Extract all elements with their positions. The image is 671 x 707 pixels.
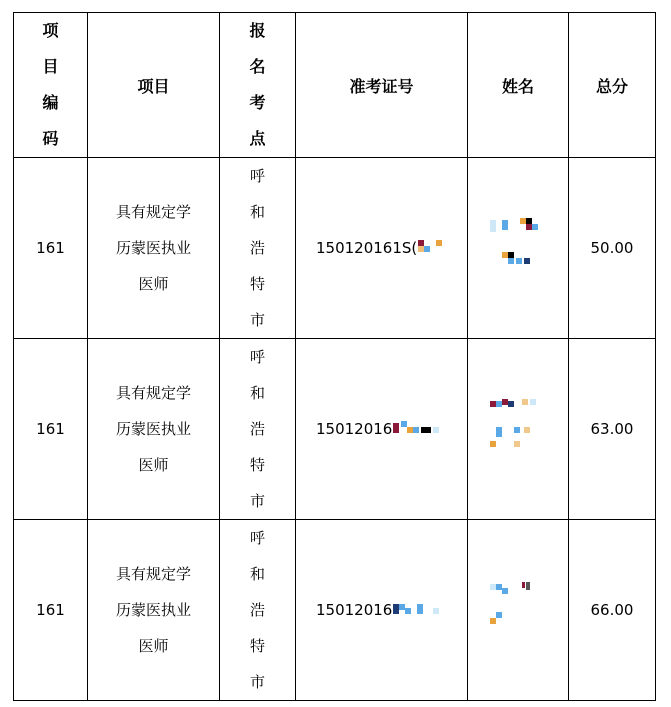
table-header-row: [14, 13, 656, 158]
cell-code: 161: [14, 339, 88, 520]
table-row: [14, 339, 656, 520]
cell-site-char: 特: [249, 456, 265, 474]
cell-site-char: 特: [249, 275, 265, 293]
cell-project-line: 医师: [138, 456, 169, 474]
cell-project-line: 具有规定学: [115, 565, 191, 583]
name-redaction-mosaic: [488, 397, 548, 457]
cell-site: [220, 158, 296, 339]
header-ticket: 准考证号: [296, 13, 468, 158]
cell-project-line: 具有规定学: [115, 203, 191, 221]
cell-project: [88, 339, 220, 520]
cell-site-char: 市: [249, 673, 265, 691]
cell-name: [468, 520, 569, 701]
header-score: 总分: [569, 13, 656, 158]
cell-ticket: [296, 158, 468, 339]
header-site-char: 报: [249, 21, 266, 40]
table-row: [14, 520, 656, 701]
ticket-prefix: 15012016: [316, 420, 393, 438]
ticket-redaction-mosaic: [393, 421, 443, 437]
header-code-char: 编: [42, 93, 59, 112]
cell-project-line: 历蒙医执业: [115, 420, 191, 438]
header-site-char: 名: [249, 57, 266, 76]
cell-site-char: 浩: [249, 601, 265, 619]
cell-project-line: 医师: [138, 275, 169, 293]
header-code-char: 目: [42, 57, 59, 76]
cell-site: [220, 520, 296, 701]
cell-site-char: 呼: [249, 348, 265, 366]
cell-site-char: 浩: [249, 239, 265, 257]
header-site-char: 点: [249, 129, 266, 148]
cell-site-char: 和: [249, 384, 265, 402]
cell-project-line: 具有规定学: [115, 384, 191, 402]
cell-project: [88, 520, 220, 701]
cell-site-char: 市: [249, 311, 265, 329]
header-code-char: 项: [42, 21, 59, 40]
name-redaction-mosaic: [488, 216, 548, 276]
table-row: [14, 158, 656, 339]
header-code: [14, 13, 88, 158]
cell-score: 66.00: [569, 520, 656, 701]
cell-site-char: 呼: [249, 167, 265, 185]
cell-ticket: [296, 339, 468, 520]
cell-name: [468, 158, 569, 339]
cell-project-line: 历蒙医执业: [115, 601, 191, 619]
header-site: [220, 13, 296, 158]
cell-site: [220, 339, 296, 520]
cell-ticket: [296, 520, 468, 701]
header-name: 姓名: [468, 13, 569, 158]
cell-site-char: 呼: [249, 529, 265, 547]
cell-site-char: 市: [249, 492, 265, 510]
cell-project-line: 历蒙医执业: [115, 239, 191, 257]
ticket-prefix: 15012016: [316, 601, 393, 619]
cell-project: [88, 158, 220, 339]
cell-code: 161: [14, 520, 88, 701]
ticket-prefix: 150120161S(: [316, 239, 418, 257]
cell-name: [468, 339, 569, 520]
cell-site-char: 特: [249, 637, 265, 655]
cell-site-char: 和: [249, 203, 265, 221]
cell-code: 161: [14, 158, 88, 339]
ticket-redaction-mosaic: [393, 602, 443, 618]
score-table: [13, 12, 656, 701]
cell-site-char: 浩: [249, 420, 265, 438]
cell-project-line: 医师: [138, 637, 169, 655]
header-code-char: 码: [42, 129, 59, 148]
ticket-redaction-mosaic: [418, 240, 454, 256]
header-project: 项目: [88, 13, 220, 158]
header-site-char: 考: [249, 93, 266, 112]
cell-score: 63.00: [569, 339, 656, 520]
name-redaction-mosaic: [488, 578, 548, 638]
cell-site-char: 和: [249, 565, 265, 583]
cell-score: 50.00: [569, 158, 656, 339]
